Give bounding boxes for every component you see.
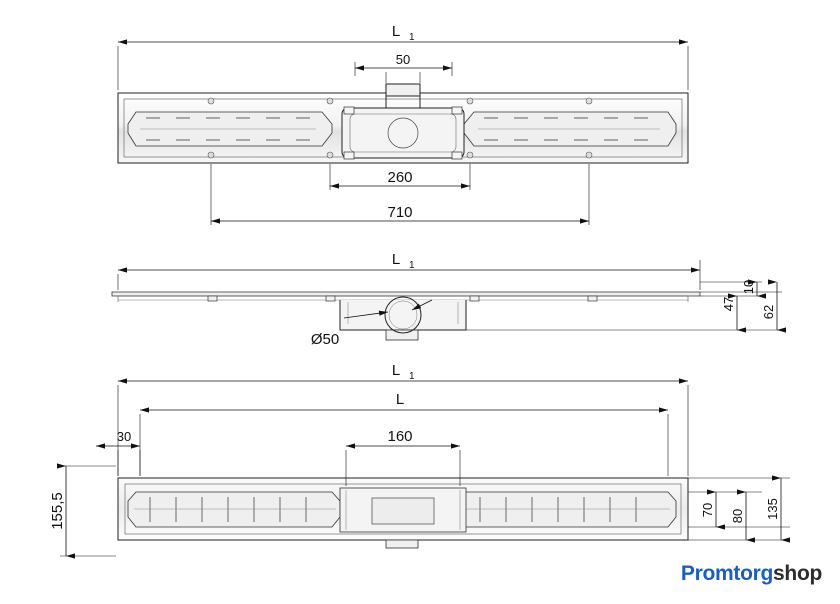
dim-side-overall: L [391,251,401,268]
promtorgshop-logo [681,562,822,586]
dim-bottom-80: 80 [730,508,745,524]
dim-side-62: 62 [761,304,776,320]
dim-bottom-overall-sub: 1 [409,371,415,382]
dim-bottom-body-length: L [395,391,405,408]
dim-bottom-70: 70 [700,502,715,518]
side-view-group [112,260,782,340]
logo-part-one: Promtorg [680,562,774,585]
dim-bottom-135: 135 [765,498,780,520]
dim-side-47: 47 [721,296,736,312]
dim-bottom-160: 160 [387,428,413,445]
dim-bottom-left-height: 155,5 [49,492,66,530]
top-view-group [118,42,688,225]
dim-top-overall: L [391,23,401,40]
bottom-view-group [60,381,790,556]
dim-side-pipe: Ø50 [310,331,340,348]
dim-top-overall-sub: 1 [409,32,415,43]
dim-bottom-overall: L [391,362,401,379]
dim-top-710: 710 [387,204,413,221]
logo-part-two: shop [773,562,822,585]
dim-side-10: 10 [741,279,756,295]
dim-bottom-30: 30 [116,429,132,444]
dim-top-260: 260 [387,169,413,186]
dim-top-outlet-width: 50 [395,52,411,67]
dim-side-overall-sub: 1 [409,260,415,271]
